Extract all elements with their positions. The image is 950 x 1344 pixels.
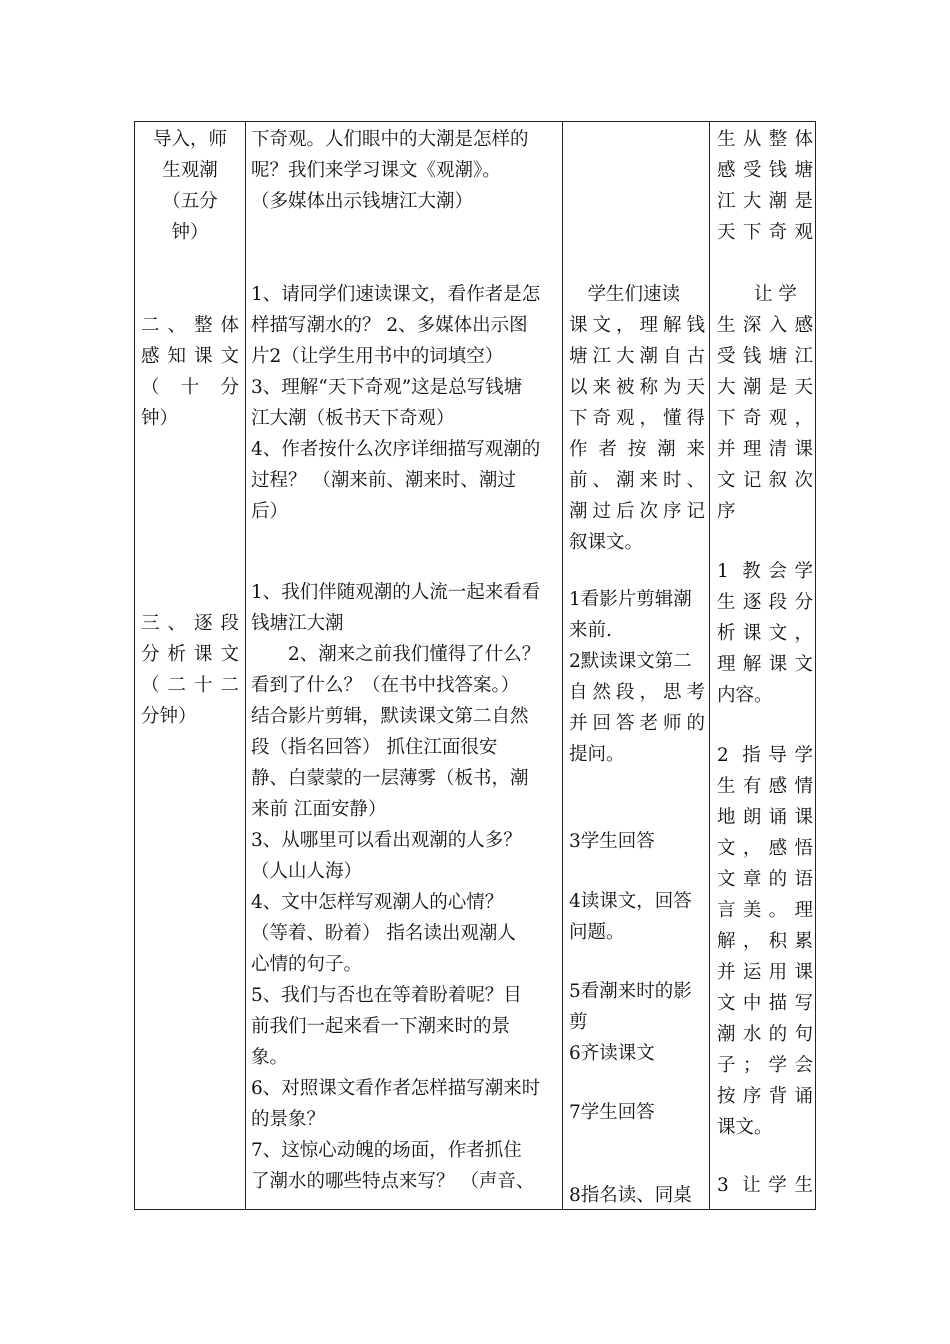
student-step-1 xyxy=(569,584,705,646)
text-line: 1 教会学 xyxy=(717,561,813,582)
student-overview xyxy=(569,279,705,558)
text-line: 解，积累 xyxy=(717,931,813,952)
text-line: 下奇观。人们眼中的大潮是怎样的 xyxy=(251,129,529,150)
text-line: 钟） xyxy=(141,408,179,429)
intent-intro xyxy=(717,124,813,248)
lesson-plan-table xyxy=(134,121,816,1210)
intent-overview xyxy=(717,279,813,527)
text-line: 自然段，思考 xyxy=(569,682,705,703)
text-line: 2、潮来之前我们懂得了什么？ xyxy=(251,644,541,665)
text-line: 并理清课 xyxy=(717,439,813,460)
text-line: 下奇观， xyxy=(717,408,813,429)
text-line: 2默读课文第二 xyxy=(569,651,692,672)
text-line: 感受钱塘 xyxy=(717,160,813,181)
text-line: （ 十 分 xyxy=(141,377,239,398)
text-line: 学生们速读 xyxy=(569,284,681,305)
student-step-5 xyxy=(569,976,705,1038)
text-line: 生有感情 xyxy=(717,776,813,797)
text-line: 大潮是天 xyxy=(717,377,813,398)
text-line: 后） xyxy=(251,501,289,522)
text-line: 3、理解“天下奇观”这是总写钱塘 xyxy=(251,377,523,398)
text-line: （五分 xyxy=(162,191,218,212)
text-line: 6齐读课文 xyxy=(569,1043,655,1064)
text-line: 析课文， xyxy=(717,623,813,644)
student-step-6 xyxy=(569,1038,705,1069)
stage-analysis xyxy=(141,608,239,732)
student-step-8 xyxy=(569,1180,705,1209)
text-line: 并运用课 xyxy=(717,962,813,983)
text-line: （二十二 xyxy=(141,675,239,696)
text-line: 文，感悟 xyxy=(717,838,813,859)
text-line: 问题。 xyxy=(569,922,625,943)
text-line: 文记叙次 xyxy=(717,470,813,491)
text-line: 潮水的句 xyxy=(717,1024,813,1045)
text-line: 导入，师 xyxy=(152,129,227,150)
text-line: 前、潮来时、 xyxy=(569,470,705,491)
stage-column xyxy=(141,124,239,1209)
intent-goal-3 xyxy=(717,1170,813,1201)
text-line: 序 xyxy=(717,501,736,522)
text-line: 来前. xyxy=(569,620,612,641)
text-line: 4、文中怎样写观潮人的心情？ xyxy=(251,892,504,913)
column-divider xyxy=(709,122,710,1209)
text-line: 段（指名回答） 抓住江面很安 xyxy=(251,737,498,758)
text-line: （等着、盼着） 指名读出观潮人 xyxy=(251,923,516,944)
text-line: 作者按潮来 xyxy=(569,439,705,460)
text-line: 呢？我们来学习课文《观潮》。 xyxy=(251,160,501,181)
text-line: 叙课文。 xyxy=(569,532,644,553)
text-line: 生深入感 xyxy=(717,315,813,336)
text-line: 课文。 xyxy=(717,1117,773,1138)
text-line: 剪 xyxy=(569,1012,588,1033)
text-line: 5看潮来时的影 xyxy=(569,981,692,1002)
student-step-7 xyxy=(569,1097,705,1128)
text-line: 潮过后次序记 xyxy=(569,501,705,522)
text-line: 让 学 xyxy=(717,284,797,305)
intent-goal-2 xyxy=(717,740,813,1143)
text-line: 文中描写 xyxy=(717,993,813,1014)
text-line: 二、整体 xyxy=(141,315,239,336)
text-line: 1、我们伴随观潮的人流一起来看看 xyxy=(251,582,541,603)
text-line: 三、逐段 xyxy=(141,613,239,634)
text-line: 7、这惊心动魄的场面，作者抓住 xyxy=(251,1140,522,1161)
text-line: 塘江大潮自古 xyxy=(569,346,705,367)
text-line: 6、对照课文看作者怎样描写潮来时 xyxy=(251,1078,541,1099)
text-line: 的景象？ xyxy=(251,1109,326,1130)
teacher-activity-column xyxy=(251,124,555,1209)
text-line: 钱塘江大潮 xyxy=(251,613,344,634)
text-line: 3 让学生 xyxy=(717,1175,813,1196)
text-line: 3、从哪里可以看出观潮的人多？ xyxy=(251,830,522,851)
text-line: 片2（让学生用书中的词填空） xyxy=(251,346,504,367)
text-line: 7学生回答 xyxy=(569,1102,655,1123)
intent-goal-1 xyxy=(717,556,813,711)
text-line: 生观潮 xyxy=(162,160,218,181)
text-line: 并回答老师的 xyxy=(569,713,705,734)
text-line: （多媒体出示钱塘江大潮） xyxy=(251,191,474,212)
text-line: 钟） xyxy=(171,222,209,243)
text-line: 按序背诵 xyxy=(717,1086,813,1107)
text-line: 子；学会 xyxy=(717,1055,813,1076)
text-line: 江大潮（板书天下奇观） xyxy=(251,408,455,429)
text-line: 2 指导学 xyxy=(717,745,813,766)
column-divider xyxy=(245,122,246,1209)
stage-overview xyxy=(141,310,239,434)
student-step-2 xyxy=(569,646,705,770)
teacher-intro xyxy=(251,124,555,217)
text-line: 8指名读、同桌 xyxy=(569,1185,692,1206)
text-line: 1看影片剪辑潮 xyxy=(569,589,692,610)
text-line: 过程？ （潮来前、潮来时、潮过 xyxy=(251,470,516,491)
text-line: 来前 江面安静） xyxy=(251,799,387,820)
text-line: 分钟） xyxy=(141,706,197,727)
teacher-analysis xyxy=(251,577,555,1197)
text-line: 前我们一起来看一下潮来时的景 xyxy=(251,1016,511,1037)
text-line: 以来被称为天 xyxy=(569,377,705,398)
text-line: 了潮水的哪些特点来写？ （声音、 xyxy=(251,1171,535,1192)
text-line: 天下奇观 xyxy=(717,222,813,243)
text-line: 4读课文，回答 xyxy=(569,891,692,912)
text-line: 言美。理 xyxy=(717,900,813,921)
text-line: 生逐段分 xyxy=(717,592,813,613)
design-intent-column xyxy=(717,124,813,1209)
text-line: 心情的句子。 xyxy=(251,954,363,975)
text-line: 文章的语 xyxy=(717,869,813,890)
text-line: 象。 xyxy=(251,1047,289,1068)
text-line: 静、白蒙蒙的一层薄雾（板书，潮 xyxy=(251,768,529,789)
text-line: 感知课文 xyxy=(141,346,239,367)
text-line: 理解课文 xyxy=(717,654,813,675)
text-line: （人山人海） xyxy=(251,861,363,882)
student-step-4 xyxy=(569,886,705,948)
column-divider xyxy=(562,122,563,1209)
text-line: 看到了什么？（在书中找答案。） xyxy=(251,675,520,696)
text-line: 结合影片剪辑，默读课文第二自然 xyxy=(251,706,529,727)
text-line: 课文，理解钱 xyxy=(569,315,705,336)
text-line: 下奇观，懂得 xyxy=(569,408,705,429)
text-line: 内容。 xyxy=(717,685,773,706)
text-line: 江大潮是 xyxy=(717,191,813,212)
text-line: 4、作者按什么次序详细描写观潮的 xyxy=(251,439,541,460)
text-line: 提问。 xyxy=(569,744,625,765)
text-line: 3学生回答 xyxy=(569,831,655,852)
text-line: 生从整体 xyxy=(717,129,813,150)
teacher-overview xyxy=(251,279,555,527)
stage-intro xyxy=(141,124,239,248)
text-line: 地朗诵课 xyxy=(717,807,813,828)
student-activity-column xyxy=(569,124,705,1209)
text-line: 受钱塘江 xyxy=(717,346,813,367)
text-line: 分析课文 xyxy=(141,644,239,665)
text-line: 样描写潮水的？ 2、多媒体出示图 xyxy=(251,315,528,336)
text-line: 1、请同学们速读课文，看作者是怎 xyxy=(251,284,541,305)
student-step-3 xyxy=(569,826,705,857)
text-line: 5、我们与否也在等着盼着呢？目 xyxy=(251,985,522,1006)
